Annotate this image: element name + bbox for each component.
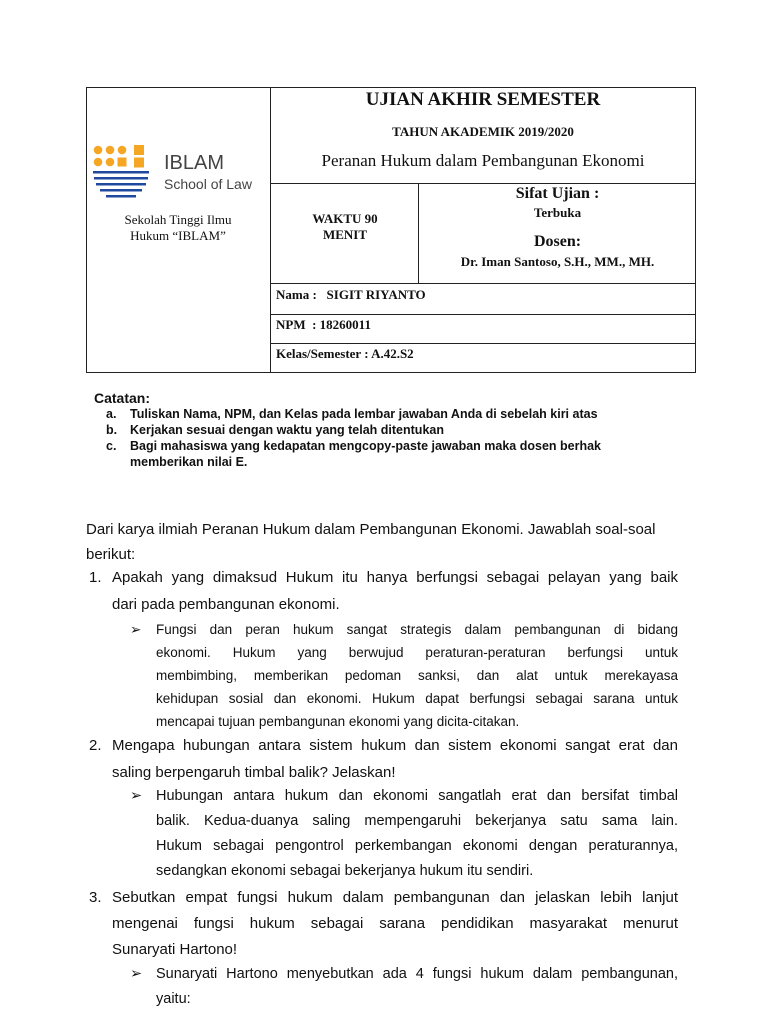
answer-line: Fungsi dan peran hukum sangat strategis dalam pembangunan di bidang xyxy=(156,622,678,637)
note-marker: a. xyxy=(106,407,117,421)
question-number: 2. xyxy=(89,737,102,754)
note-item xyxy=(106,422,686,438)
sifat-label: Sifat Ujian : xyxy=(515,185,600,202)
sifat-value: Terbuka xyxy=(533,205,582,220)
answer-line: Hukum sebagai pengontrol perkembangan ekonomi dengan peraturannya, xyxy=(156,838,678,854)
student-name: Nama : SIGIT RIYANTO xyxy=(276,287,426,302)
question-text-line: saling berpengaruh timbal balik? Jelaskan! xyxy=(112,764,396,781)
arrow-bullet-icon: ➢ xyxy=(130,622,142,637)
arrow-bullet-icon: ➢ xyxy=(130,966,143,982)
question-number: 3. xyxy=(89,889,102,906)
student-npm: NPM : 18260011 xyxy=(276,317,371,332)
exam-title: UJIAN AKHIR SEMESTER xyxy=(365,89,601,110)
answer-line: Sunaryati Hartono menyebutkan ada 4 fungsi hukum dalam pembangunan, xyxy=(156,966,678,982)
question-text-line: Mengapa hubungan antara sistem hukum dan sistem ekonomi sangat erat dan xyxy=(112,737,678,754)
question-text-line: dari pada pembangunan ekonomi. xyxy=(112,596,340,613)
course-title: Peranan Hukum dalam Pembangunan Ekonomi xyxy=(321,151,645,170)
logo-name: IBLAM xyxy=(164,152,225,174)
answer-line: balik. Kedua-duanya saling mempengaruhi bekerjanya satu sama lain. xyxy=(156,813,678,829)
answer-line: yaitu: xyxy=(156,991,191,1007)
answer-line: ekonomi. Hukum yang berwujud peraturan-peraturan berfungsi untuk xyxy=(156,645,678,660)
note-marker: c. xyxy=(106,439,117,453)
dosen-name: Dr. Iman Santoso, S.H., MM., MH. xyxy=(460,254,655,269)
question-number: 1. xyxy=(89,569,102,586)
iblam-logo-mark xyxy=(92,142,154,204)
answer-line: mencapai tujuan pembangunan ekonomi yang dicita-citakan. xyxy=(156,714,520,729)
note-item xyxy=(106,406,686,422)
question-text-line: Sunaryati Hartono! xyxy=(112,941,238,958)
dosen-label: Dosen: xyxy=(533,233,582,250)
arrow-bullet-icon: ➢ xyxy=(130,788,143,804)
question-text-line: mengenai fungsi hukum sebagai sarana pendidikan masyarakat menurut xyxy=(112,915,678,932)
iblam-logo xyxy=(92,142,268,204)
academic-year: TAHUN AKADEMIK 2019/2020 xyxy=(392,124,574,139)
note-text-line1: Bagi mahasiswa yang kedapatan mengcopy-paste jawaban maka dosen berhak xyxy=(130,439,602,453)
question-text-line: Apakah yang dimaksud Hukum itu hanya berfungsi sebagai pelayan yang baik xyxy=(112,569,678,586)
intro-line1: Dari karya ilmiah Peranan Hukum dalam Pembangunan Ekonomi. Jawablah soal-soal xyxy=(86,521,656,538)
school-caption xyxy=(88,212,268,244)
note-item xyxy=(106,438,686,470)
notes-list xyxy=(106,406,686,470)
note-text: Kerjakan sesuai dengan waktu yang telah ditentukan xyxy=(130,423,444,437)
answer-line: membimbing, memberikan pedoman sanksi, dan alat untuk merekayasa xyxy=(156,668,678,683)
note-marker: b. xyxy=(106,423,118,437)
answer-line: sedangkan ekonomi sebagai bekerjanya hukum itu sendiri. xyxy=(156,863,534,879)
logo-subtitle: School of Law xyxy=(164,176,252,192)
answer-line: kehidupan sosial dan ekonomi. Hukum dapat berfungsi sebagai sarana untuk xyxy=(156,691,678,706)
school-caption-line2: Hukum “IBLAM” xyxy=(130,228,226,243)
exam-time xyxy=(272,211,418,243)
exam-time-line2: MENIT xyxy=(322,227,368,242)
student-class: Kelas/Semester : A.42.S2 xyxy=(276,346,414,361)
note-text: Tuliskan Nama, NPM, dan Kelas pada lembar jawaban Anda di sebelah kiri atas xyxy=(130,407,598,421)
intro-line2: berikut: xyxy=(86,546,136,563)
answer-line: Hubungan antara hukum dan ekonomi sangatlah erat dan bersifat timbal xyxy=(156,788,678,804)
school-caption-line1: Sekolah Tinggi Ilmu xyxy=(124,212,232,227)
exam-time-line1: WAKTU 90 xyxy=(312,211,378,226)
question-text-line: Sebutkan empat fungsi hukum dalam pembangunan dan jelaskan lebih lanjut xyxy=(112,889,678,906)
notes-title: Catatan: xyxy=(94,390,151,406)
note-text-line2: memberikan nilai E. xyxy=(130,455,248,469)
